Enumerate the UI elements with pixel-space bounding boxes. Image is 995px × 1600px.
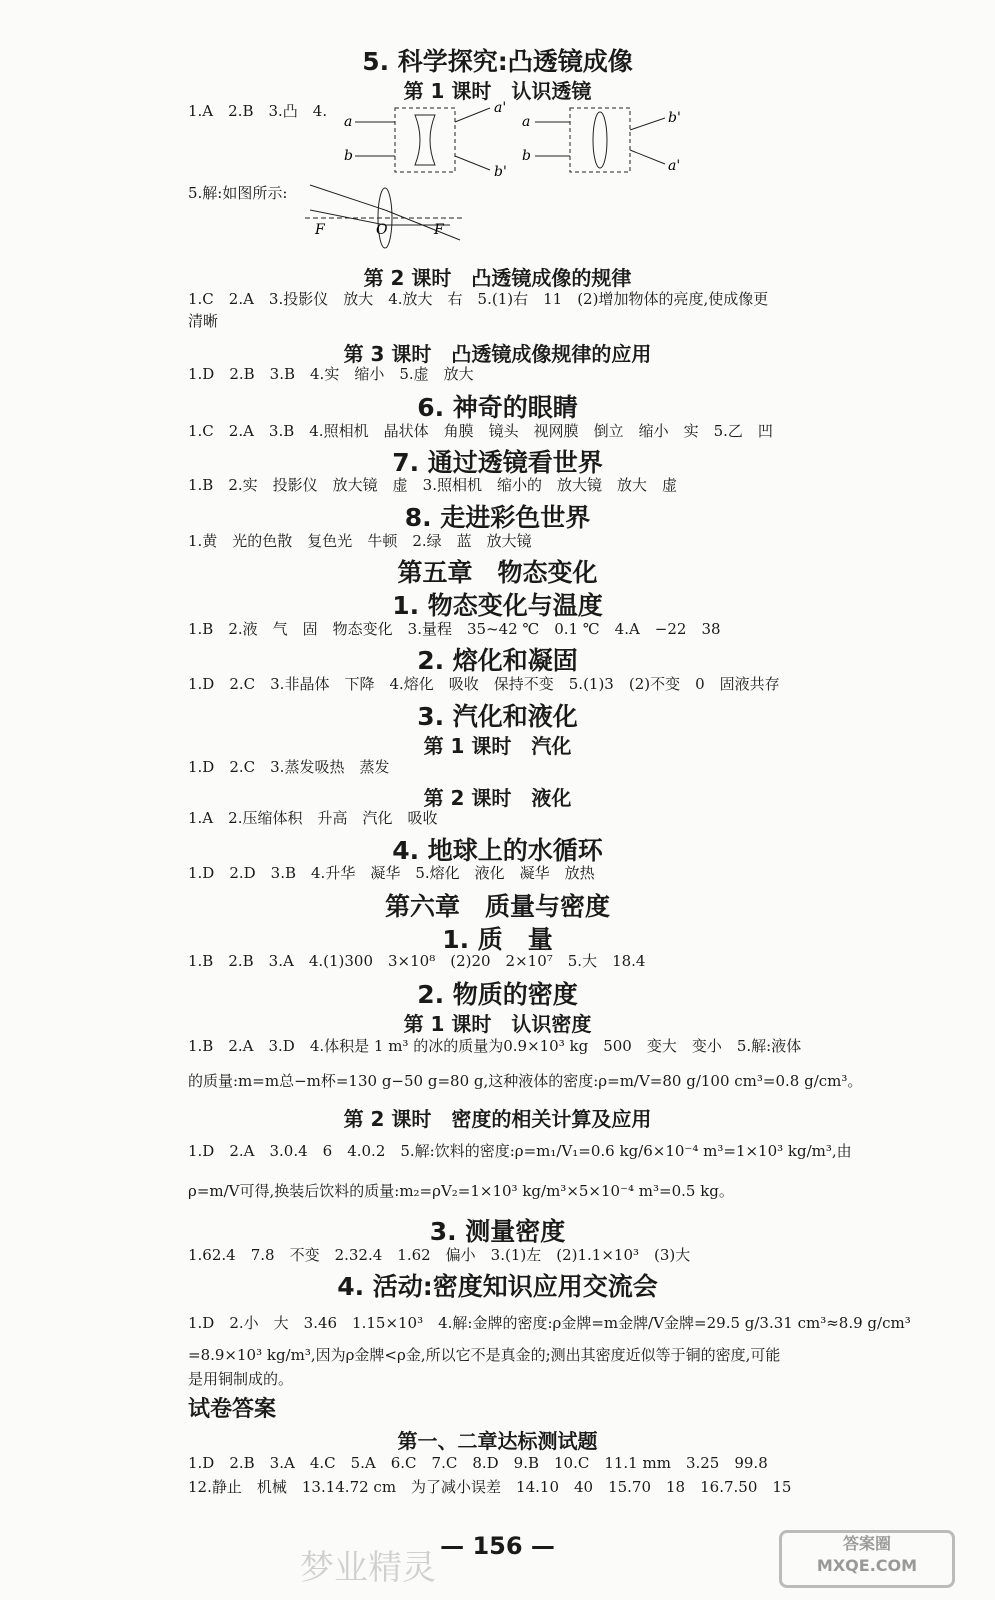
- lesson-title: 第 1 课时 认识密度: [403, 1012, 592, 1036]
- answer-line: 1.D 2.D 3.B 4.升华 凝华 5.熔化 液化 凝华 放热: [188, 864, 595, 882]
- label-a2: a: [522, 114, 531, 130]
- answer-line: 1.D 2.C 3.蒸发吸热 蒸发: [188, 758, 390, 776]
- exam-subtitle: 第一、二章达标测试题: [397, 1429, 598, 1453]
- section-title-5: 5. 科学探究:凸透镜成像: [362, 47, 633, 76]
- label-O: O: [376, 222, 388, 238]
- lens-diagram-concave-convex: [340, 100, 690, 180]
- section-title: 2. 物质的密度: [417, 980, 578, 1009]
- answer-line: 1.B 2.B 3.A 4.(1)300 3×10⁸ (2)20 2×10⁷ 5.大 18.4: [188, 952, 646, 970]
- convex-lens-ray-diagram: [300, 180, 470, 250]
- answer-line: 12.静止 机械 13.14.72 cm 为了减小误差 14.10 40 15.70 18 16.7.50 15: [188, 1478, 792, 1496]
- answer-line: 1.B 2.A 3.D 4.体积是 1 m³ 的冰的质量为0.9×10³ kg 500 变大 变小 5.解:液体: [188, 1037, 802, 1055]
- label-b2: b: [522, 148, 531, 164]
- lesson-title: 第 2 课时 凸透镜成像的规律: [363, 266, 632, 290]
- section-title-8: 8. 走进彩色世界: [404, 503, 591, 532]
- answer-line: 1.62.4 7.8 不变 2.32.4 1.62 偏小 3.(1)左 (2)1.1×10³ (3)大: [188, 1246, 691, 1264]
- label-F-right: F: [434, 222, 444, 238]
- answer-line: 1.C 2.A 3.B 4.照相机 晶状体 角膜 镜头 视网膜 倒立 缩小 实 5.乙 凹: [188, 422, 773, 440]
- answer-line: 1.A 2.压缩体积 升高 汽化 吸收: [188, 809, 438, 827]
- watermark-logo: 答案圈 MXQE.COM: [779, 1530, 955, 1588]
- page-number: — 156 —: [440, 1532, 555, 1560]
- answer-line: 1.D 2.A 3.0.4 6 4.0.2 5.解:饮料的密度:ρ=m₁/V₁=0.6 kg/6×10⁻⁴ m³=1×10³ kg/m³,由: [188, 1142, 852, 1160]
- lesson-title: 第 2 课时 密度的相关计算及应用: [343, 1107, 652, 1131]
- section-title-7: 7. 通过透镜看世界: [392, 448, 603, 477]
- lesson-title: 第 3 课时 凸透镜成像规律的应用: [343, 342, 652, 366]
- section-title: 4. 活动:密度知识应用交流会: [337, 1272, 658, 1301]
- section-title: 3. 汽化和液化: [417, 702, 578, 731]
- label-b-out2: b': [668, 110, 681, 126]
- answer-line: 1.A 2.B 3.凸 4.: [188, 102, 328, 120]
- lesson-title: 第 1 课时 认识透镜: [403, 79, 592, 103]
- section-title: 3. 测量密度: [429, 1217, 566, 1246]
- exam-answers-heading: 试卷答案: [188, 1397, 277, 1422]
- answer-line: 是用铜制成的。: [188, 1370, 294, 1388]
- answer-line: 1.B 2.实 投影仪 放大镜 虚 3.照相机 缩小的 放大镜 放大 虚: [188, 476, 677, 494]
- label-b: b: [344, 148, 353, 164]
- section-title-6: 6. 神奇的眼睛: [417, 393, 578, 422]
- section-title: 4. 地球上的水循环: [392, 836, 603, 865]
- answer-line: 1.D 2.B 3.B 4.实 缩小 5.虚 放大: [188, 365, 474, 383]
- answer-line: 5.解:如图所示:: [188, 184, 288, 202]
- section-title: 2. 熔化和凝固: [417, 646, 578, 675]
- answer-line: ρ=m/V可得,换装后饮料的质量:m₂=ρV₂=1×10³ kg/m³×5×10⁻⁴ m³=0.5 kg。: [188, 1182, 734, 1200]
- answer-line: 清晰: [188, 312, 219, 330]
- answer-line: 1.黄 光的色散 复色光 牛顿 2.绿 蓝 放大镜: [188, 532, 532, 550]
- label-a-out2: a': [668, 158, 681, 174]
- chapter-title-5: 第五章 物态变化: [397, 558, 598, 587]
- label-a: a: [344, 114, 353, 130]
- label-b-out: b': [494, 164, 507, 180]
- section-title: 1. 质 量: [442, 925, 553, 954]
- lesson-title: 第 2 课时 液化: [423, 786, 572, 810]
- lesson-title: 第 1 课时 汽化: [423, 734, 572, 758]
- answer-line: 1.D 2.小 大 3.46 1.15×10³ 4.解:金牌的密度:ρ金牌=m金牌/V金牌=29.5 g/3.31 cm³≈8.9 g/cm³: [188, 1314, 911, 1332]
- label-F-left: F: [315, 222, 325, 238]
- answer-line: 1.C 2.A 3.投影仪 放大 4.放大 右 5.(1)右 11 (2)增加物体的亮度,使成像更: [188, 290, 769, 308]
- label-a-out: a': [494, 100, 507, 116]
- answer-line: 1.D 2.B 3.A 4.C 5.A 6.C 7.C 8.D 9.B 10.C 11.1 mm 3.25 99.8: [188, 1454, 768, 1472]
- section-title: 1. 物态变化与温度: [392, 591, 603, 620]
- watermark-script: 梦业精灵: [300, 1548, 436, 1588]
- answer-line: 1.B 2.液 气 固 物态变化 3.量程 35~42 ℃ 0.1 ℃ 4.A −22 38: [188, 620, 721, 638]
- answer-line: 1.D 2.C 3.非晶体 下降 4.熔化 吸收 保持不变 5.(1)3 (2)不变 0 固液共存: [188, 675, 780, 693]
- answer-line: =8.9×10³ kg/m³,因为ρ金牌<ρ金,所以它不是真金的;测出其密度近似等于铜的密度,可能: [188, 1346, 781, 1364]
- answer-line: 的质量:m=m总−m杯=130 g−50 g=80 g,这种液体的密度:ρ=m/V=80 g/100 cm³=0.8 g/cm³。: [188, 1072, 863, 1090]
- chapter-title-6: 第六章 质量与密度: [384, 892, 610, 921]
